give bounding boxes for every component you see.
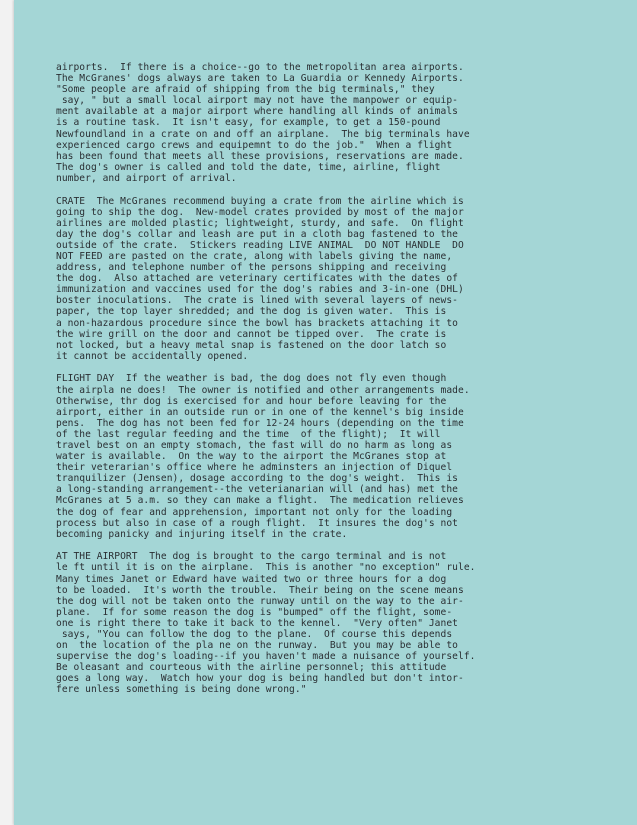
text-line: CRATE The McGranes recommend buying a crate from the airline which is	[56, 195, 464, 207]
paragraph	[56, 551, 631, 695]
text-line: The dog's owner is called and told the date, time, airline, flight	[56, 161, 441, 173]
text-line: The McGranes' dogs always are taken to La Guardia or Kennedy Airports.	[56, 73, 464, 85]
text-line: a long-standing arrangement--the veterianarian will (and has) met the	[56, 484, 458, 496]
text-line: airlines are molded plastic; lightweight, sturdy, and safe. On flight	[56, 217, 464, 229]
text-line: of the last regular feeding and the time of the flight); It will	[56, 428, 441, 440]
text-line: immunization and vaccines used for the dog's rabies and 3-in-one (DHL)	[56, 284, 464, 296]
text-line: day the dog's collar and leash are put in a cloth bag fastened to the	[56, 228, 458, 240]
text-line: plane. If for some reason the dog is "bumped" off the flight, some-	[56, 606, 453, 618]
text-line: travel best on an empty stomach, the fast will do no harm as long as	[56, 440, 453, 451]
text-line: the dog of fear and apprehension, important not only for the loading	[56, 506, 453, 518]
text-line: on the location of the pla ne on the runway. But you may be able to	[56, 640, 458, 652]
text-line: water is available. On the way to the airport the McGranes stop at	[56, 451, 447, 463]
text-line: boster inoculations. The crate is lined with several layers of news-	[56, 295, 458, 307]
text-line: the airpla ne does! The owner is notified and other arrangements made.	[56, 384, 470, 396]
text-line: say, " but a small local airport may not have the manpower or equip-	[56, 95, 458, 107]
text-line: ment available at a major airport where handling all kinds of animals	[56, 106, 458, 118]
text-line: Be oleasant and courteous with the airline personnel; this attitude	[56, 662, 447, 674]
text-line: outside of the crate. Stickers reading LIVE ANIMAL DO NOT HANDLE DO	[56, 239, 464, 251]
text-line: airports. If there is a choice--go to the metropolitan area airports.	[56, 62, 464, 73]
text-line: McGranes at 5 a.m. so they can make a flight. The medication relieves	[56, 495, 464, 507]
text-line: going to ship the dog. New-model crates provided by most of the major	[56, 206, 464, 218]
text-line: becoming panicky and injuring itself in the crate.	[56, 528, 348, 540]
text-line: pens. The dog has not been fed for 12-24 hours (depending on the time	[56, 417, 464, 429]
text-line: is a routine task. It isn't easy, for example, to get a 150-pound	[56, 117, 441, 129]
text-line: Otherwise, thr dog is exercised for and hour before leaving for the	[56, 395, 447, 407]
text-line: supervise the dog's loading--if you haven't made a nuisance of yourself.	[56, 651, 476, 663]
text-line: number, and airport of arrival.	[56, 172, 237, 184]
typed-page	[14, 0, 637, 825]
paragraph	[56, 62, 631, 184]
text-line: address, and telephone number of the persons shipping and receiving	[56, 262, 447, 274]
text-line: le ft until it is on the airplane. This is another "no exception" rule.	[56, 562, 476, 574]
text-line: fere unless something is being done wrong."	[56, 684, 307, 696]
text-line: it cannot be accidentally opened.	[56, 350, 249, 362]
paragraph	[56, 373, 631, 539]
text-line: paper, the top layer shredded; and the dog is given water. This is	[56, 306, 447, 318]
text-line: to be loaded. It's worth the trouble. Their being on the scene means	[56, 584, 464, 596]
text-line: the dog. Also attached are veterinary certificates with the dates of	[56, 273, 458, 285]
text-line: a non-hazardous procedure since the bowl has brackets attaching it to	[56, 317, 458, 329]
text-line: "Some people are afraid of shipping from the big terminals," they	[56, 84, 435, 96]
text-line: tranquilizer (Jensen), dosage according to the dog's weight. This is	[56, 473, 458, 485]
text-line: the dog will not be taken onto the runway until on the way to the air-	[56, 595, 464, 607]
text-line: NOT FEED are pasted on the crate, along with labels giving the name,	[56, 251, 453, 262]
text-line: experienced cargo crews and equipemnt to do the job." When a flight	[56, 139, 453, 151]
text-line: one is right there to take it back to the kennel. "Very often" Janet	[56, 617, 458, 629]
text-line: airport, either in an outside run or in one of the kennel's big inside	[56, 406, 464, 418]
typed-text-body	[56, 62, 631, 707]
text-line: FLIGHT DAY If the weather is bad, the dog does not fly even though	[56, 373, 447, 385]
text-line: says, "You can follow the dog to the plane. Of course this depends	[56, 629, 453, 640]
text-line: their veterarian's office where he adminsters an injection of Diquel	[56, 462, 453, 474]
text-line: process but also in case of a rough flight. It insures the dog's not	[56, 517, 458, 529]
text-line: Many times Janet or Edward have waited two or three hours for a dog	[56, 573, 447, 585]
paragraph	[56, 196, 631, 362]
text-line: has been found that meets all these provisions, reservations are made.	[56, 150, 464, 162]
text-line: Newfoundland in a crate on and off an airplane. The big terminals have	[56, 128, 470, 140]
text-line: goes a long way. Watch how your dog is being handled but don't intor-	[56, 673, 464, 685]
text-line: the wire grill on the door and cannot be tipped over. The crate is	[56, 328, 447, 340]
text-line: not locked, but a heavy metal snap is fastened on the door latch so	[56, 339, 447, 351]
text-line: AT THE AIRPORT The dog is brought to the cargo terminal and is not	[56, 551, 447, 563]
